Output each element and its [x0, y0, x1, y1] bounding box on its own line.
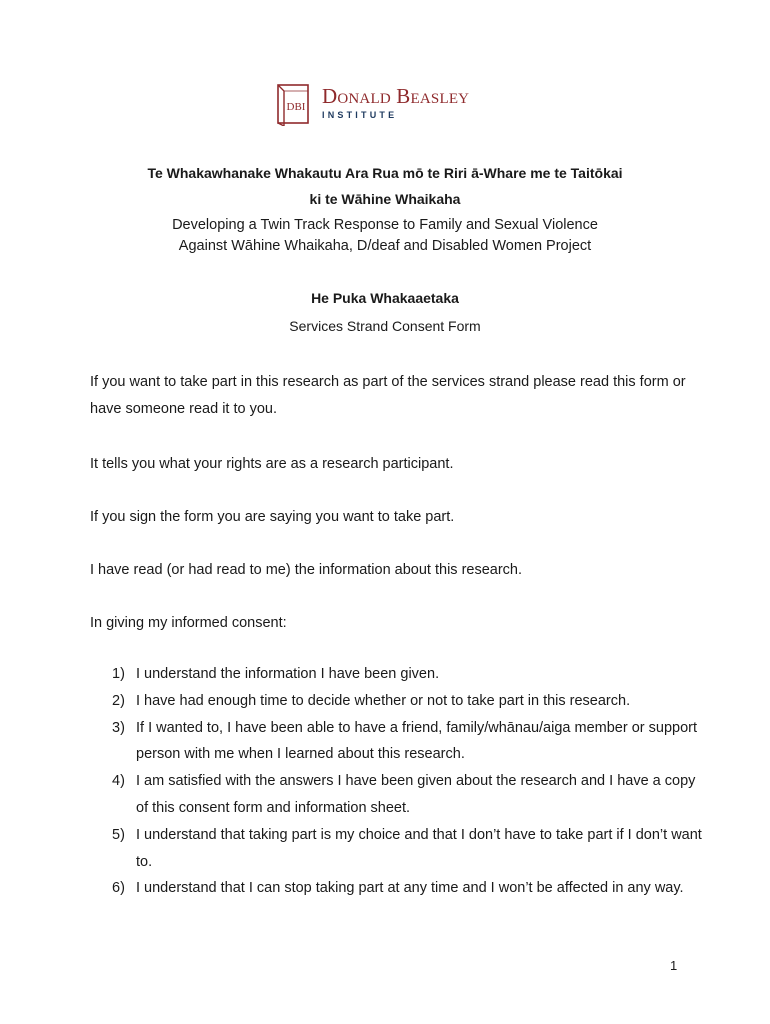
signing-paragraph: If you sign the form you are saying you want to take part.: [90, 509, 455, 525]
consent-item: [112, 875, 702, 902]
maori-title-line-2: ki te Wāhine Whaikaha: [309, 191, 461, 207]
read-paragraph: I have read (or had read to me) the information about this research.: [90, 562, 523, 578]
consent-item: [112, 822, 702, 876]
logo-subtitle: INSTITUTE: [322, 110, 398, 120]
consent-item-number: 5): [112, 826, 125, 843]
consent-item-number: 6): [112, 880, 125, 897]
maori-title-line-1: Te Whakawhanake Whakautu Ara Rua mō te Riri ā-Whare me te Taitōkai: [147, 165, 623, 181]
form-english-name: Services Strand Consent Form: [289, 318, 481, 334]
consent-list: [112, 661, 702, 902]
form-maori-name: He Puka Whakaaetaka: [311, 290, 459, 306]
consent-item: [112, 768, 702, 822]
consent-item-number: 2): [112, 692, 125, 709]
consent-item-text: I understand that taking part is my choice and that I don’t have to take part if I don’t want to.: [136, 826, 702, 870]
page-number: 1: [670, 958, 678, 973]
consent-item-number: 4): [112, 773, 125, 790]
rights-paragraph: It tells you what your rights are as a research participant.: [90, 456, 454, 472]
svg-text:DBI: DBI: [286, 101, 306, 113]
logo-mark-icon: [272, 82, 316, 126]
consent-item-text: I understand the information I have been given.: [136, 666, 440, 682]
consent-item-number: 1): [112, 666, 125, 682]
consent-item: [112, 715, 702, 769]
consent-item-number: 3): [112, 719, 125, 736]
consent-heading: In giving my informed consent:: [90, 615, 287, 631]
intro-paragraph: If you want to take part in this research as part of the services strand please read this form or have someone read it to you.: [90, 374, 686, 417]
logo-name: Donald Beasley: [322, 84, 470, 108]
consent-item-text: I have had enough time to decide whether or not to take part in this research.: [136, 692, 631, 709]
consent-item-text: If I wanted to, I have been able to have a friend, family/whānau/aiga member or support person with me when I learned about this research.: [136, 719, 697, 763]
consent-item: [112, 688, 702, 715]
consent-item: [112, 661, 702, 688]
institute-logo: [272, 80, 512, 130]
consent-item-text: I am satisfied with the answers I have been given about the research and I have a copy of this consent form and information sheet.: [136, 773, 696, 816]
english-title-line-1: Developing a Twin Track Response to Family and Sexual Violence: [172, 217, 598, 233]
english-title-line-2: Against Wāhine Whaikaha, D/deaf and Disabled Women Project: [178, 238, 592, 254]
consent-item-text: I understand that I can stop taking part at any time and I won’t be affected in any way.: [136, 880, 684, 897]
